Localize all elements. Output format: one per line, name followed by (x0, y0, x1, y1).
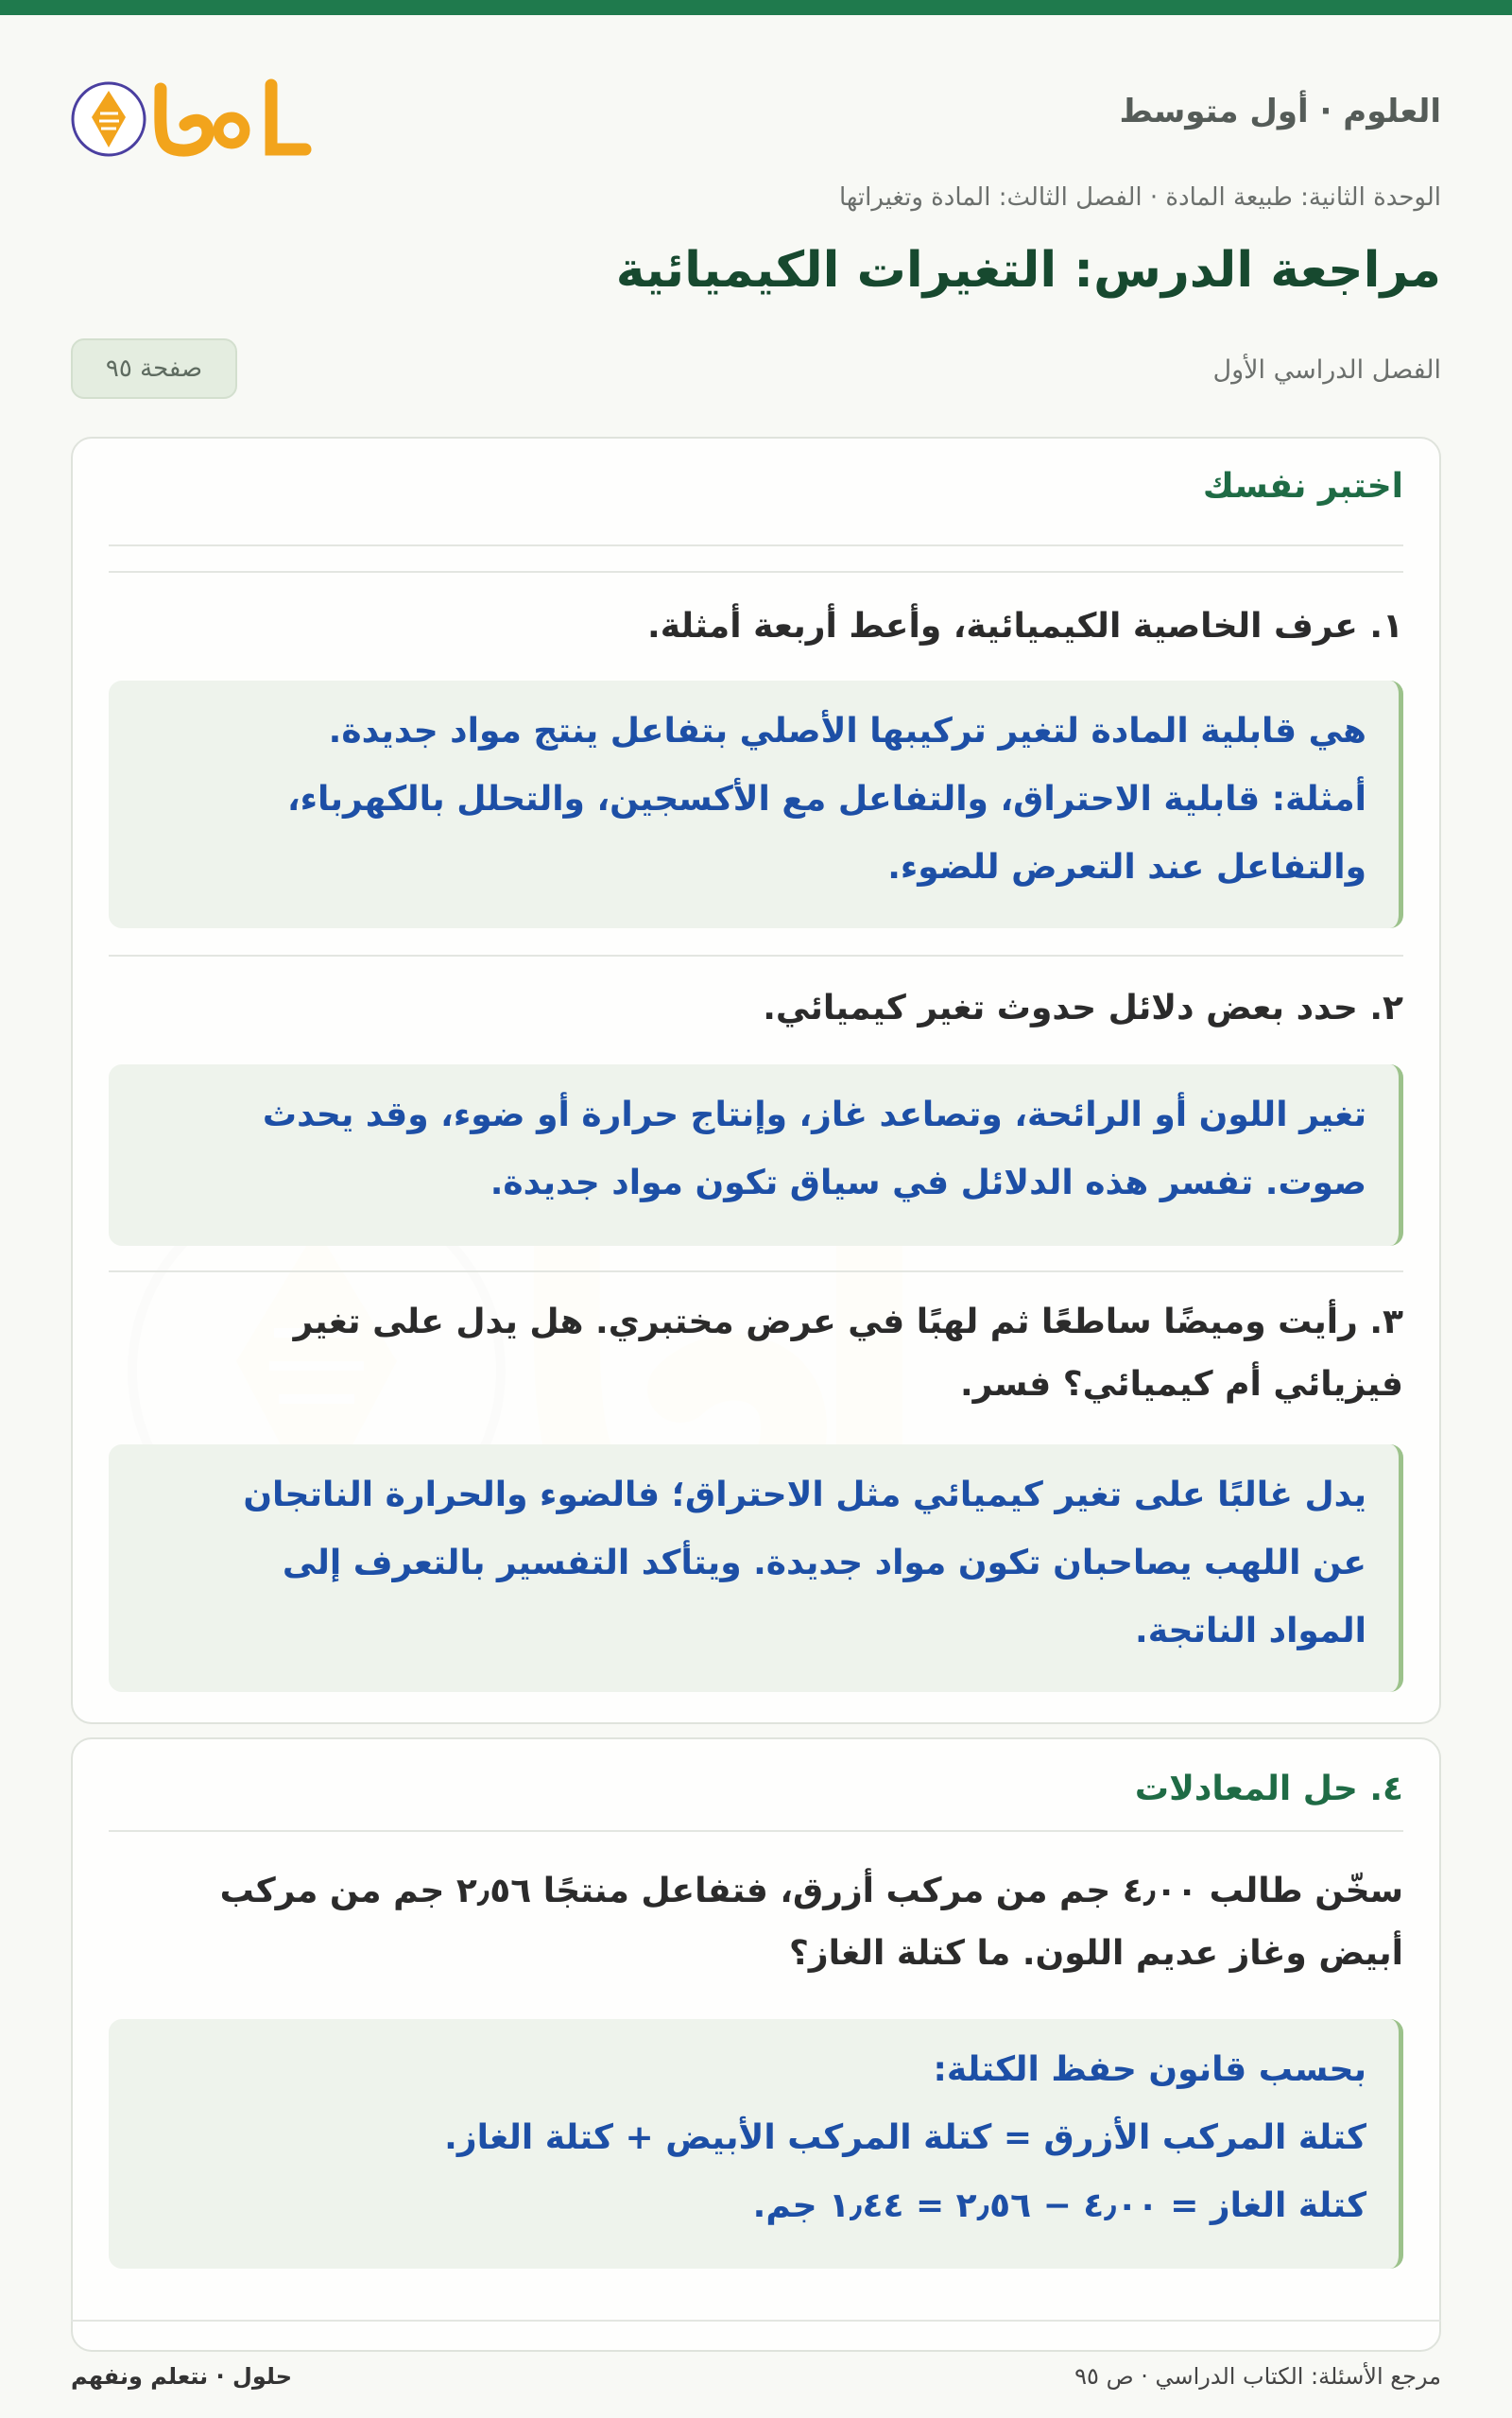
question-1 (109, 596, 1403, 658)
answer-line: بحسب قانون حفظ الكتلة: (933, 2050, 1366, 2089)
question-line: ٢. حدد بعض دلائل حدوث تغير كيميائي. (763, 989, 1403, 1028)
svg-text:حلول: حلول (210, 164, 213, 165)
footer-brand: حلول · نتعلم ونفهم (71, 2363, 292, 2390)
question-line: سخّن طالب ٤٫٠٠ جم من مركب أزرق، فتفاعل منتجًا ٢٫٥٦ جم من مركب (219, 1872, 1403, 1910)
footer-source: مرجع الأسئلة: الكتاب الدراسي · ص ٩٥ (1074, 2363, 1441, 2390)
page-number-badge: صفحة ٩٥ (71, 338, 237, 399)
header (71, 72, 1441, 166)
answer-line: أمثلة: قابلية الاحتراق، والتفاعل مع الأكسجين، والتحلل بالكهرباء، (286, 780, 1366, 819)
question-3 (109, 1291, 1403, 1416)
question-4 (109, 1860, 1403, 1985)
answer-line: صوت. تفسر هذه الدلائل في سياق تكون مواد جديدة. (490, 1164, 1366, 1202)
answer-4 (109, 2019, 1403, 2269)
question-2 (109, 977, 1403, 1040)
divider (109, 955, 1403, 957)
top-accent-bar (0, 0, 1512, 15)
section-title: اختبر نفسك (1202, 467, 1403, 506)
answer-line: المواد الناتجة. (1135, 1612, 1366, 1650)
page-title: مراجعة الدرس: التغيرات الكيميائية (615, 242, 1441, 299)
semester-label: الفصل الدراسي الأول (1212, 355, 1441, 385)
halool-logo-icon (71, 72, 317, 166)
breadcrumb: الوحدة الثانية: طبيعة المادة · الفصل الثالث: المادة وتغيراتها (838, 183, 1441, 212)
answer-line: تغير اللون أو الرائحة، وتصاعد غاز، وإنتاج حرارة أو ضوء، وقد يحدث (262, 1096, 1366, 1134)
answer-1 (109, 681, 1403, 928)
question-line: ١. عرف الخاصية الكيميائية، وأعط أربعة أمثلة. (647, 607, 1403, 646)
divider (109, 1270, 1403, 1272)
divider (109, 571, 1403, 573)
subject-label: العلوم · أول متوسط (1119, 93, 1441, 130)
answer-line: عن اللهب يصاحبان تكون مواد جديدة. ويتأكد التفسير بالتعرف إلى (282, 1544, 1366, 1582)
answer-line: كتلة الغاز = ٤٫٠٠ − ٢٫٥٦ = ١٫٤٤ جم. (752, 2186, 1366, 2225)
footer-divider (71, 2320, 1441, 2322)
answer-line: كتلة المركب الأزرق = كتلة المركب الأبيض + كتلة الغاز. (444, 2118, 1366, 2157)
question-line: فيزيائي أم كيميائي؟ فسر. (959, 1365, 1403, 1404)
section-title: ٤. حل المعادلات (1134, 1770, 1403, 1808)
divider (109, 1830, 1403, 1832)
question-line: ٣. رأيت وميضًا ساطعًا ثم لهبًا في عرض مختبري. هل يدل على تغير (293, 1303, 1403, 1341)
answer-line: هي قابلية المادة لتغير تركيبها الأصلي بتفاعل ينتج مواد جديدة. (328, 712, 1366, 751)
solve-equations-card (71, 1737, 1441, 2352)
answer-line: يدل غالبًا على تغير كيميائي مثل الاحتراق؛ فالضوء والحرارة الناتجان (243, 1476, 1366, 1514)
question-line: أبيض وغاز عديم اللون. ما كتلة الغاز؟ (788, 1934, 1403, 1973)
answer-3 (109, 1444, 1403, 1692)
answer-2 (109, 1064, 1403, 1246)
answer-line: والتفاعل عند التعرض للضوء. (887, 848, 1366, 887)
divider (109, 544, 1403, 546)
page (71, 15, 1441, 2418)
self-test-card (71, 437, 1441, 1724)
